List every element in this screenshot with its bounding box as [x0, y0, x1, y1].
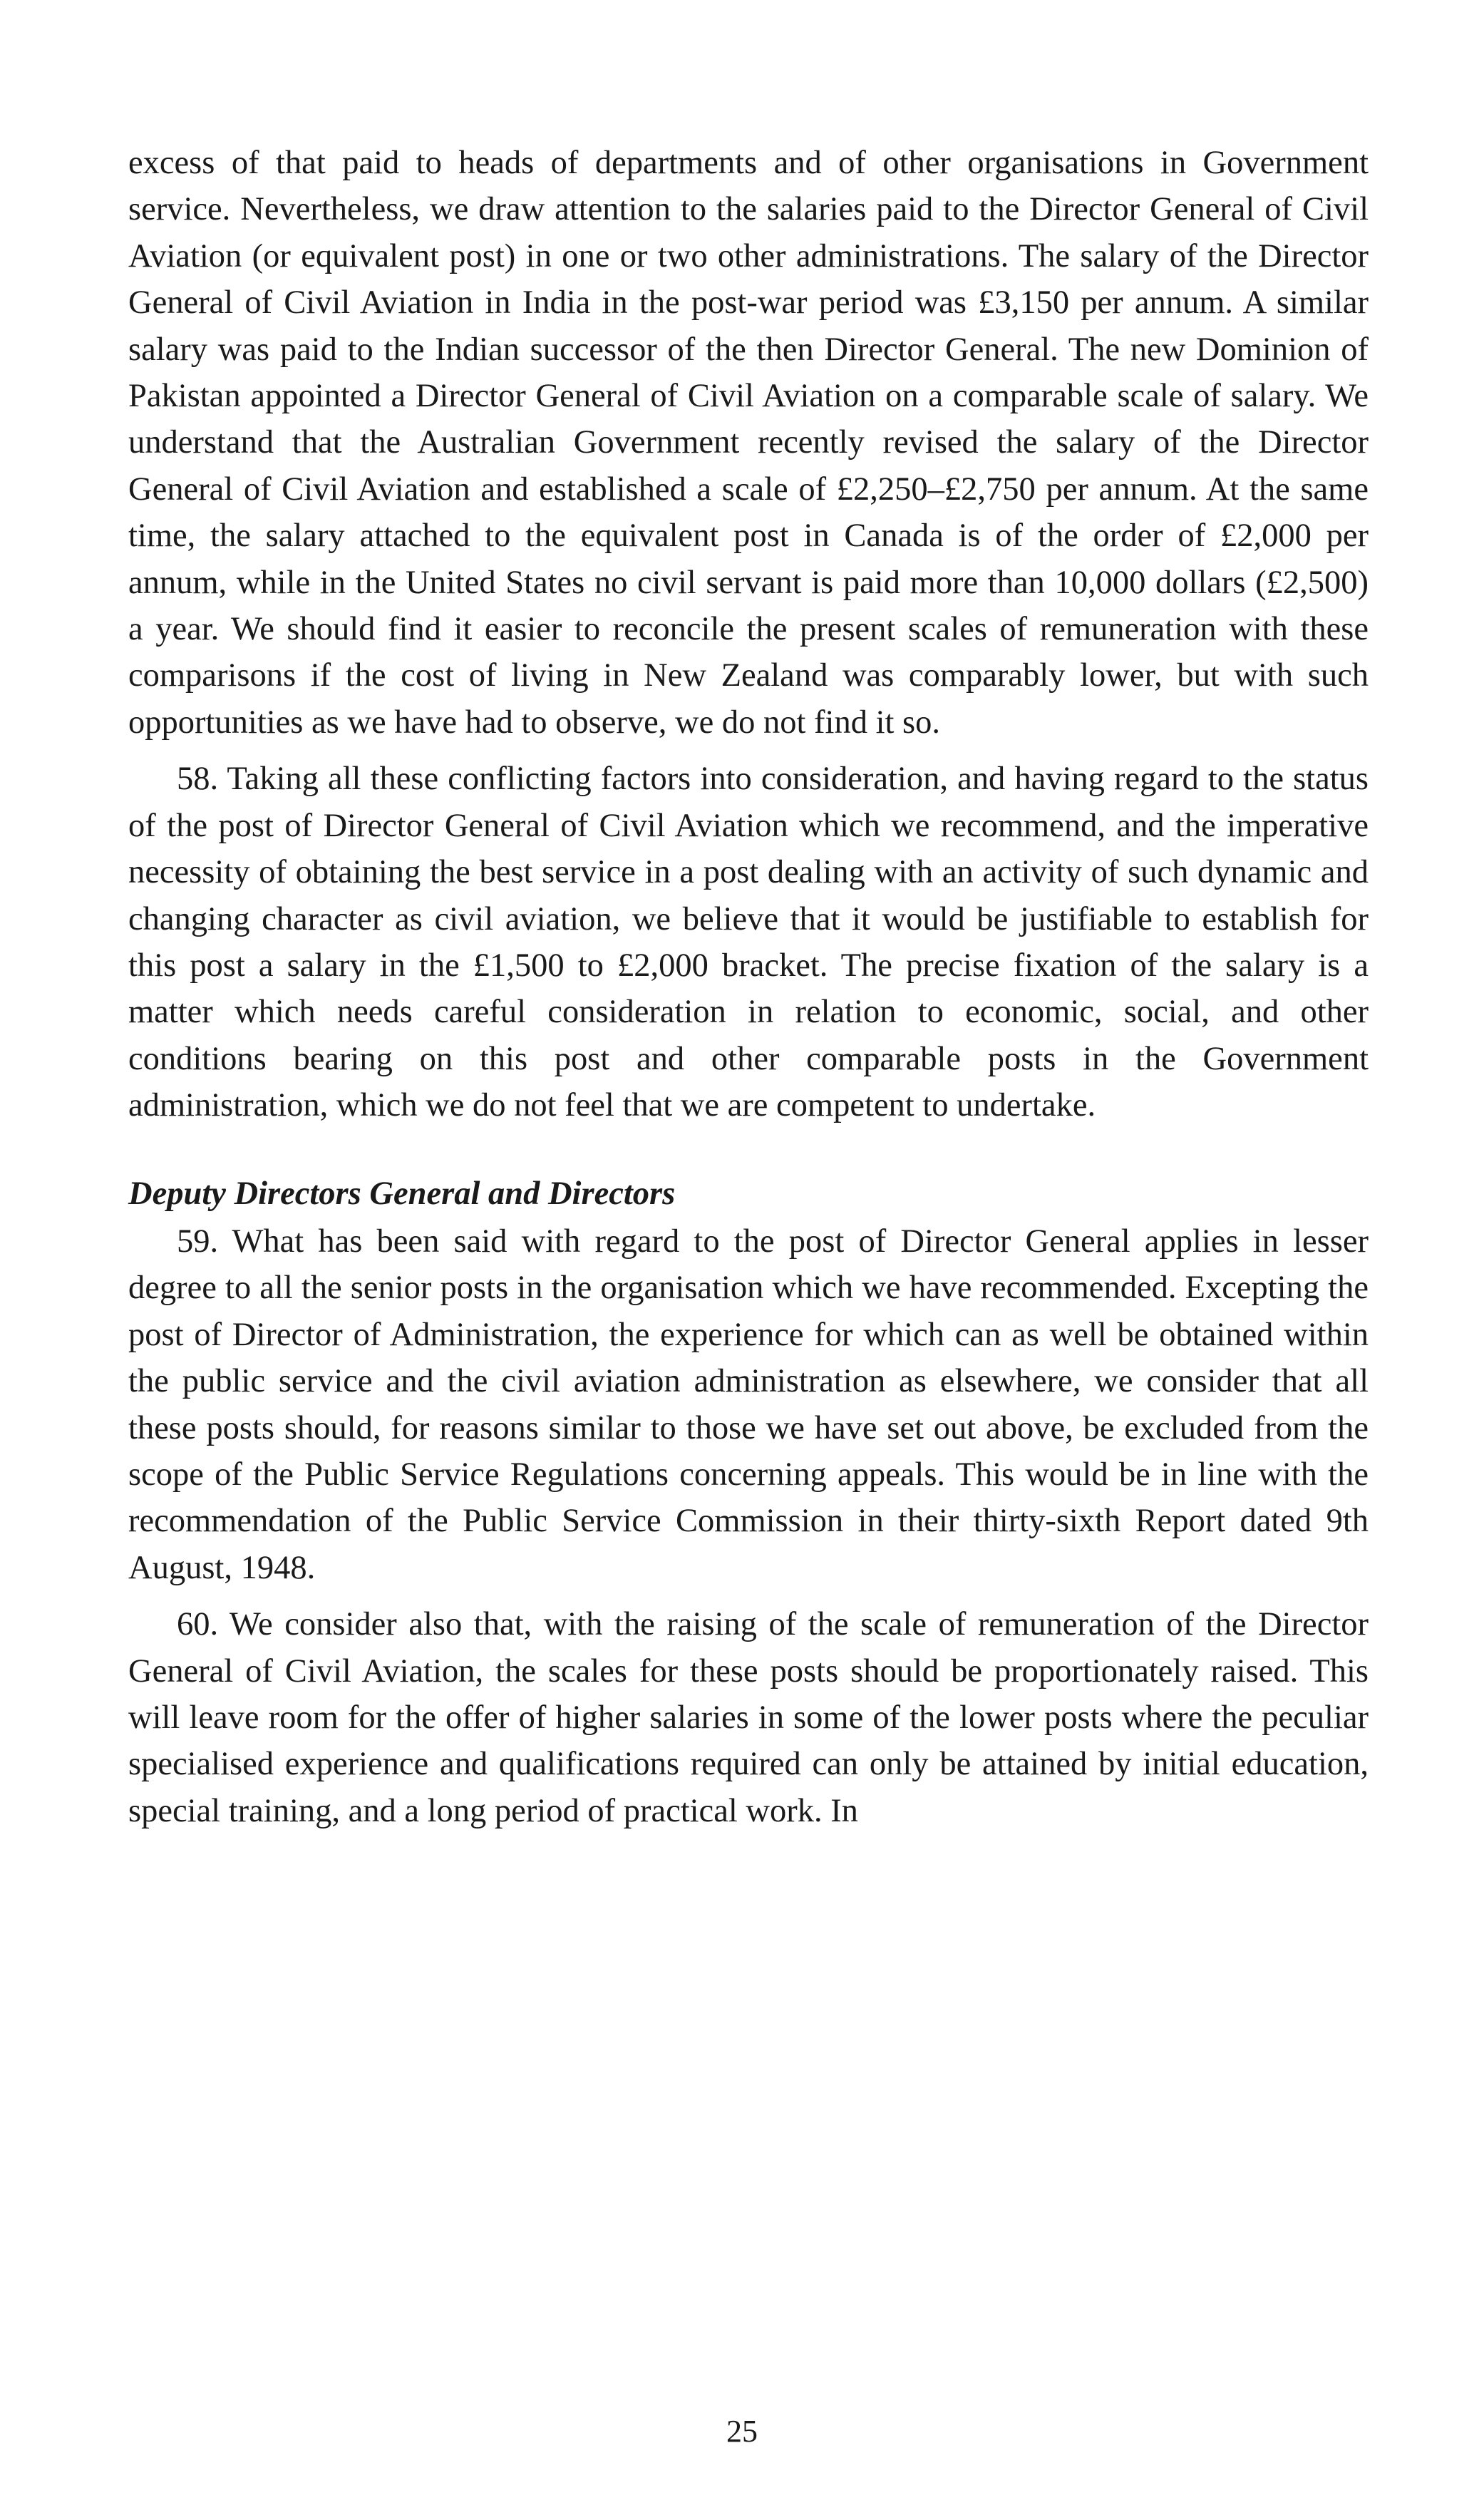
- paragraph-57-continuation: excess of that paid to heads of departments and of other organisations in Government service. Nevertheless, we draw attention to the salaries paid to the Director General of Civil Aviation (or equivalent post) in one or two other administrations. The salary of the Director General of Civil Aviation in India in the post-war period was £3,150 per annum. A similar salary was paid to the Indian successor of the then Director General. The new Dominion of Pakistan appointed a Director General of Civil Aviation on a comparable scale of salary. We understand that the Australian Government recently revised the salary of the Director General of Civil Aviation and established a scale of £2,250–£2,750 per annum. At the same time, the salary attached to the equivalent post in Canada is of the order of £2,000 per annum, while in the United States no civil servant is paid more than 10,000 dollars (£2,500) a year. We should find it easier to reconcile the present scales of remuneration with these comparisons if the cost of living in New Zealand was comparably lower, but with such opportunities as we have had to observe, we do not find it so.: [128, 145, 1369, 741]
- section-heading: Deputy Directors General and Directors: [128, 1175, 676, 1212]
- paragraph-58: 58. Taking all these conflicting factors into consideration, and having regard to the status of the post of Director General of Civil Aviation which we recommend, and the imperative necessity of obtaining the best service in a post dealing with an activity of such dynamic and changing character as civil aviation, we believe that it would be justifiable to establish for this post a salary in the £1,500 to £2,000 bracket. The precise fixation of the salary is a matter which needs careful consideration in relation to economic, social, and other conditions bearing on this post and other comparable posts in the Government administration, which we do not feel that we are competent to undertake.: [128, 761, 1369, 1124]
- page-number: 25: [726, 2414, 758, 2449]
- page-body: [128, 140, 1369, 1834]
- paragraph-59: 59. What has been said with regard to the post of Director General applies in lesser degree to all the senior posts in the organisation which we have recommended. Excepting the post of Director of Administration, the experience for which can as well be obtained within the public service and the civil aviation administration as elsewhere, we consider that all these posts should, for reasons similar to those we have set out above, be excluded from the scope of the Public Service Regulations concerning appeals. This would be in line with the recommendation of the Public Service Commission in their thirty-sixth Report dated 9th August, 1948.: [128, 1223, 1369, 1586]
- paragraph-60: 60. We consider also that, with the raising of the scale of remuneration of the Director General of Civil Aviation, the scales for these posts should be proportionately raised. This will leave room for the offer of higher salaries in some of the lower posts where the peculiar specialised experience and qualifications required can only be attained by initial education, special training, and a long period of practical work. In: [128, 1606, 1369, 1829]
